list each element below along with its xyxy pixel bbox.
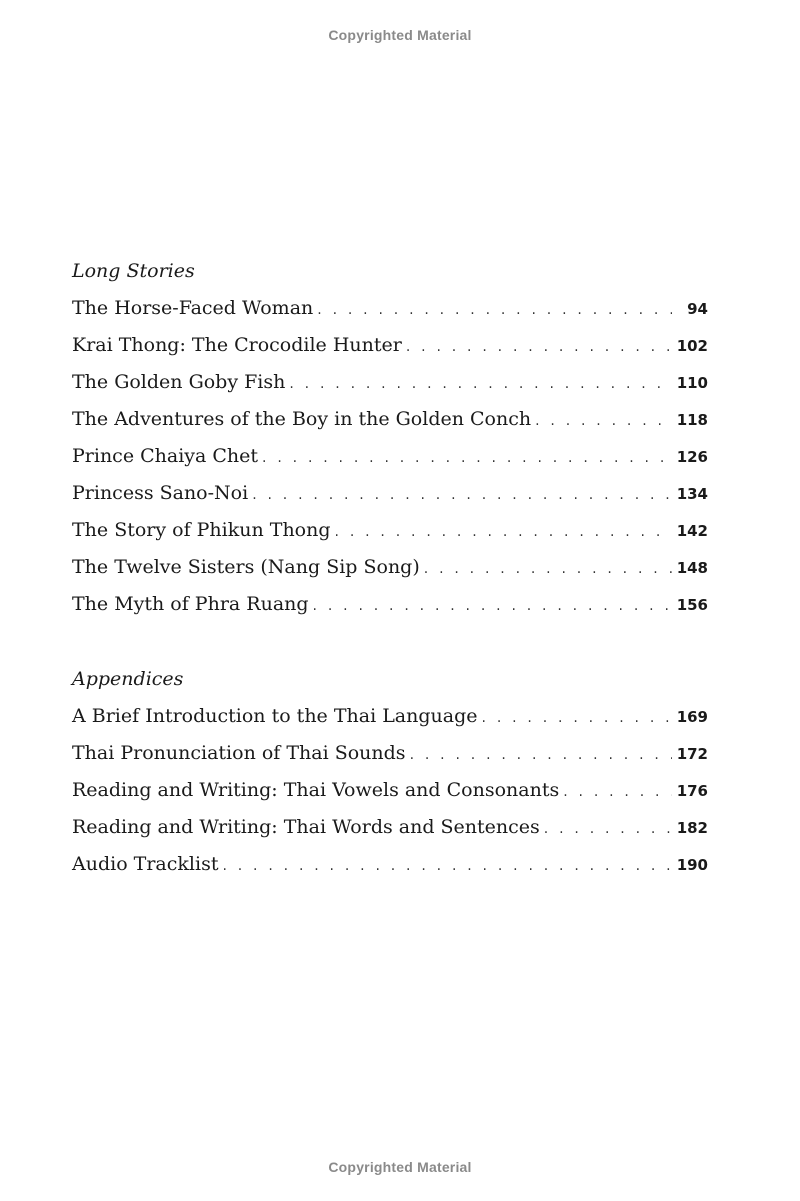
toc-entry-page: 102 (676, 337, 708, 355)
toc-entry[interactable] (72, 851, 708, 888)
toc-entry-title: The Twelve Sisters (Nang Sip Song) (72, 556, 420, 578)
dot-leader (406, 334, 672, 360)
dot-leader (544, 816, 672, 842)
toc-entry-page: 172 (676, 745, 708, 763)
dot-leader (317, 297, 672, 323)
dot-leader (410, 742, 672, 768)
toc-entry-title: Reading and Writing: Thai Words and Sentences (72, 816, 540, 838)
copyright-header: Copyrighted Material (328, 27, 472, 43)
toc-entry-page: 169 (676, 708, 708, 726)
toc-entry[interactable] (72, 480, 708, 517)
dot-leader (335, 519, 672, 545)
toc-entry-page: 176 (676, 782, 708, 800)
toc-entry-page: 142 (676, 522, 708, 540)
toc-entry-page: 118 (676, 411, 708, 429)
dot-leader (252, 482, 672, 508)
toc-entry[interactable] (72, 295, 708, 332)
toc-entry-title: Prince Chaiya Chet (72, 445, 259, 467)
toc-entry-page: 156 (676, 596, 708, 614)
toc-entry-title: A Brief Introduction to the Thai Language (72, 705, 478, 727)
dot-leader (424, 556, 672, 582)
toc-entry-page: 94 (687, 300, 708, 318)
toc-entry[interactable] (72, 814, 708, 851)
dot-leader (289, 371, 672, 397)
toc-entry-page: 134 (676, 485, 708, 503)
toc-section-long-stories (72, 258, 708, 628)
toc-entry[interactable] (72, 443, 708, 480)
toc-entry-page: 110 (676, 374, 708, 392)
toc-entry[interactable] (72, 406, 708, 443)
toc-entry-page: 190 (676, 856, 708, 874)
toc-entry[interactable] (72, 554, 708, 591)
toc-entry[interactable] (72, 591, 708, 628)
toc-entry-title: Thai Pronunciation of Thai Sounds (72, 742, 406, 764)
toc-entry[interactable] (72, 517, 708, 554)
toc-entry-title: Audio Tracklist (72, 853, 219, 875)
toc-entry-title: The Golden Goby Fish (72, 371, 286, 393)
dot-leader (482, 705, 672, 731)
toc-entry[interactable] (72, 369, 708, 406)
toc-entry-title: The Myth of Phra Ruang (72, 593, 309, 615)
dot-leader (222, 853, 672, 879)
toc-entry-page: 182 (676, 819, 708, 837)
toc-entry[interactable] (72, 332, 708, 369)
toc-entry[interactable] (72, 777, 708, 814)
toc-entry-title: Reading and Writing: Thai Vowels and Consonants (72, 779, 560, 801)
toc-entry-title: Princess Sano-Noi (72, 482, 249, 504)
toc-entry[interactable] (72, 740, 708, 777)
toc-entry-title: Krai Thong: The Crocodile Hunter (72, 334, 402, 356)
toc-entry[interactable] (72, 703, 708, 740)
copyright-footer: Copyrighted Material (328, 1159, 472, 1175)
section-heading: Appendices (72, 668, 184, 690)
toc-entry-page: 148 (676, 559, 708, 577)
section-heading: Long Stories (72, 260, 195, 282)
toc-section-appendices (72, 666, 708, 888)
dot-leader (535, 408, 672, 434)
toc-entry-title: The Story of Phikun Thong (72, 519, 331, 541)
dot-leader (563, 779, 672, 805)
toc-entry-page: 126 (676, 448, 708, 466)
toc-entry-title: The Adventures of the Boy in the Golden Conch (72, 408, 532, 430)
dot-leader (262, 445, 672, 471)
toc-entry-title: The Horse-Faced Woman (72, 297, 314, 319)
dot-leader (313, 593, 672, 619)
